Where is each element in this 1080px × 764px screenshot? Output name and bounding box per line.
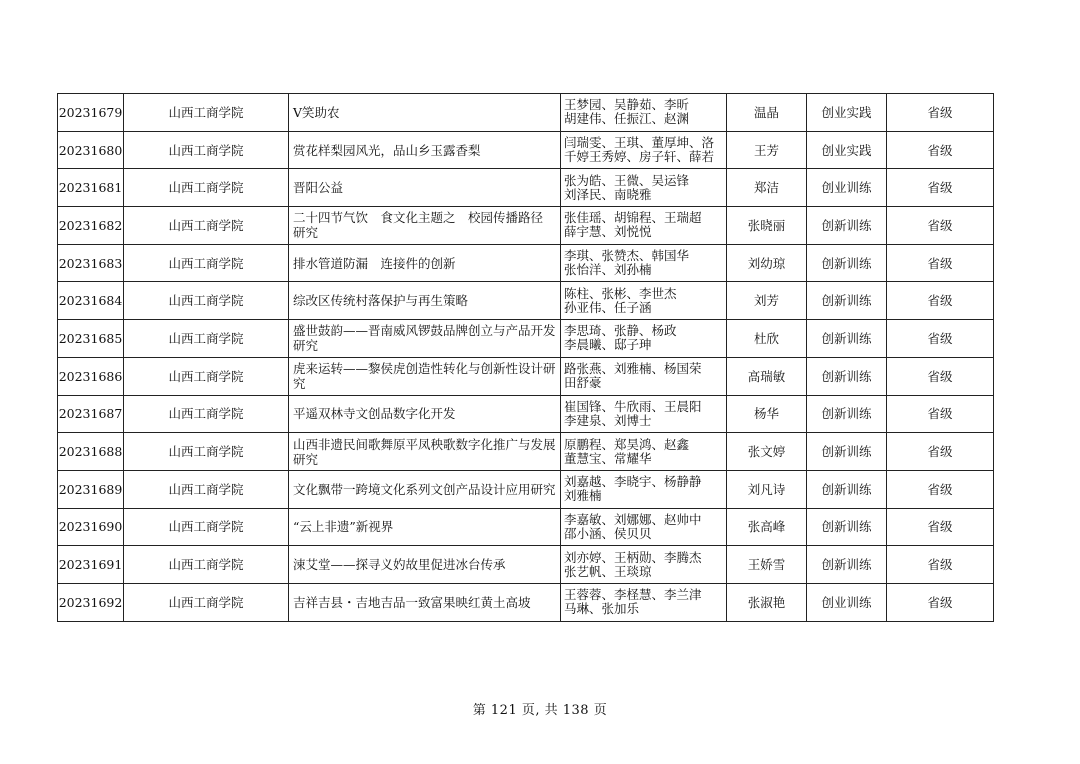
project-name-cell: V笑助农	[289, 94, 561, 132]
school-cell: 山西工商学院	[124, 207, 289, 245]
member-line: 李嘉敏、刘娜娜、赵帅中	[564, 511, 702, 527]
school-cell: 山西工商学院	[124, 395, 289, 433]
member-line: 原鹏程、郑昊鸿、赵鑫	[564, 436, 690, 452]
project-id-cell: 20231683	[58, 244, 124, 282]
project-type-cell: 创业训练	[807, 583, 887, 621]
advisor-cell: 杜欣	[727, 320, 807, 358]
members-cell	[561, 433, 727, 471]
member-line: 陈柱、张彬、李世杰	[564, 285, 677, 301]
member-line: 崔国锋、牛欣雨、王晨阳	[564, 398, 702, 414]
member-line: 孙亚伟、任子涵	[564, 299, 652, 315]
project-name-cell: 赏花样梨园风光，品山乡玉露香梨	[289, 131, 561, 169]
table-row	[58, 282, 994, 320]
project-name-cell: 二十四节气饮 食文化主题之 校园传播路径 研究	[289, 207, 561, 245]
project-level-cell: 省级	[887, 508, 994, 546]
members-cell	[561, 395, 727, 433]
project-name-cell: “云上非遗”新视界	[289, 508, 561, 546]
advisor-cell: 刘凡诗	[727, 470, 807, 508]
advisor-cell: 王芳	[727, 131, 807, 169]
project-level-cell: 省级	[887, 470, 994, 508]
member-line: 李晨曦、邸子珅	[564, 337, 652, 353]
member-line: 闫瑞雯、王琪、董厚坤、洛	[564, 135, 715, 151]
members-cell	[561, 131, 727, 169]
school-cell: 山西工商学院	[124, 546, 289, 584]
table-row	[58, 470, 994, 508]
members-cell	[561, 207, 727, 245]
project-type-cell: 创新训练	[807, 433, 887, 471]
project-id-cell: 20231690	[58, 508, 124, 546]
table-row	[58, 583, 994, 621]
project-level-cell: 省级	[887, 169, 994, 207]
advisor-cell: 高瑞敏	[727, 357, 807, 395]
member-line: 邵小涵、侯贝贝	[564, 525, 652, 541]
member-line: 董慧宝、常耀华	[564, 450, 652, 466]
project-id-cell: 20231681	[58, 169, 124, 207]
project-type-cell: 创业训练	[807, 169, 887, 207]
project-type-cell: 创新训练	[807, 508, 887, 546]
project-id-cell: 20231689	[58, 470, 124, 508]
school-cell: 山西工商学院	[124, 244, 289, 282]
table-row	[58, 244, 994, 282]
table-row	[58, 169, 994, 207]
project-level-cell: 省级	[887, 583, 994, 621]
project-level-cell: 省级	[887, 546, 994, 584]
project-id-cell: 20231687	[58, 395, 124, 433]
project-type-cell: 创新训练	[807, 357, 887, 395]
project-name-cell: 晋阳公益	[289, 169, 561, 207]
project-type-cell: 创新训练	[807, 207, 887, 245]
project-name-cell: 盛世鼓韵——晋南威风锣鼓品牌创立与产品开发研究	[289, 320, 561, 358]
project-name-cell: 山西非遗民间歌舞原平凤秧歌数字化推广与发展研究	[289, 433, 561, 471]
project-level-cell: 省级	[887, 207, 994, 245]
project-level-cell: 省级	[887, 282, 994, 320]
members-cell	[561, 546, 727, 584]
member-line: 薛宇慧、刘悦悦	[564, 224, 652, 240]
member-line: 张佳瑶、胡锦程、王瑞超	[564, 210, 702, 226]
project-level-cell: 省级	[887, 395, 994, 433]
project-name-cell: 吉祥吉县・吉地吉品一致富果映红黄土高坡	[289, 583, 561, 621]
project-type-cell: 创新训练	[807, 320, 887, 358]
member-line: 王蓉蓉、李柽慧、李兰津	[564, 587, 702, 603]
members-cell	[561, 583, 727, 621]
members-cell	[561, 282, 727, 320]
project-id-cell: 20231692	[58, 583, 124, 621]
member-line: 刘泽民、南晓雅	[564, 186, 652, 202]
member-line: 张为皓、王微、吴运锋	[564, 172, 690, 188]
table-row	[58, 207, 994, 245]
project-type-cell: 创新训练	[807, 395, 887, 433]
advisor-cell: 王娇雪	[727, 546, 807, 584]
member-line: 马琳、张加乐	[564, 601, 640, 617]
project-type-cell: 创新训练	[807, 470, 887, 508]
member-line: 李琪、张赞杰、韩国华	[564, 248, 690, 264]
project-type-cell: 创新训练	[807, 282, 887, 320]
member-line: 路张燕、刘雅楠、杨国荣	[564, 361, 702, 377]
table-row	[58, 94, 994, 132]
advisor-cell: 张淑艳	[727, 583, 807, 621]
project-id-cell: 20231684	[58, 282, 124, 320]
project-name-cell: 涑艾堂——探寻义妁故里促进冰台传承	[289, 546, 561, 584]
project-level-cell: 省级	[887, 131, 994, 169]
school-cell: 山西工商学院	[124, 470, 289, 508]
school-cell: 山西工商学院	[124, 282, 289, 320]
project-id-cell: 20231685	[58, 320, 124, 358]
members-cell	[561, 320, 727, 358]
advisor-cell: 张晓丽	[727, 207, 807, 245]
table-row	[58, 320, 994, 358]
school-cell: 山西工商学院	[124, 320, 289, 358]
member-line: 胡建伟、任振江、赵渊	[564, 111, 690, 127]
advisor-cell: 刘芳	[727, 282, 807, 320]
advisor-cell: 温晶	[727, 94, 807, 132]
school-cell: 山西工商学院	[124, 131, 289, 169]
school-cell: 山西工商学院	[124, 169, 289, 207]
member-line: 刘亦婷、王柄勋、李腾杰	[564, 549, 702, 565]
table-row	[58, 395, 994, 433]
project-type-cell: 创新训练	[807, 546, 887, 584]
project-name-cell: 文化飘带一跨境文化系列文创产品设计应用研究	[289, 470, 561, 508]
advisor-cell: 杨华	[727, 395, 807, 433]
project-id-cell: 20231688	[58, 433, 124, 471]
school-cell: 山西工商学院	[124, 433, 289, 471]
table-row	[58, 433, 994, 471]
project-id-cell: 20231682	[58, 207, 124, 245]
member-line: 刘嘉越、李晓宇、杨静静	[564, 474, 702, 490]
project-name-cell: 综改区传统村落保护与再生策略	[289, 282, 561, 320]
members-cell	[561, 470, 727, 508]
project-id-cell: 20231691	[58, 546, 124, 584]
school-cell: 山西工商学院	[124, 94, 289, 132]
project-level-cell: 省级	[887, 244, 994, 282]
project-name-cell: 排水管道防漏 连接件的创新	[289, 244, 561, 282]
project-level-cell: 省级	[887, 433, 994, 471]
projects-table-body	[58, 94, 994, 622]
members-cell	[561, 169, 727, 207]
members-cell	[561, 244, 727, 282]
member-line: 千婷王秀婷、房子轩、薛若	[564, 149, 715, 165]
members-cell	[561, 508, 727, 546]
school-cell: 山西工商学院	[124, 583, 289, 621]
advisor-cell: 张文婷	[727, 433, 807, 471]
projects-table	[57, 93, 994, 622]
project-name-cell: 虎来运转——黎侯虎创造性转化与创新性设计研究	[289, 357, 561, 395]
member-line: 刘雅楠	[564, 488, 602, 504]
members-cell	[561, 357, 727, 395]
project-id-cell: 20231679	[58, 94, 124, 132]
table-row	[58, 508, 994, 546]
table-row	[58, 546, 994, 584]
project-type-cell: 创业实践	[807, 94, 887, 132]
member-line: 田舒豪	[564, 375, 602, 391]
project-level-cell: 省级	[887, 357, 994, 395]
project-level-cell: 省级	[887, 94, 994, 132]
advisor-cell: 张高峰	[727, 508, 807, 546]
school-cell: 山西工商学院	[124, 508, 289, 546]
project-type-cell: 创新训练	[807, 244, 887, 282]
member-line: 王梦园、吴静茹、李昕	[564, 97, 690, 113]
project-name-cell: 平遥双林寺文创品数字化开发	[289, 395, 561, 433]
project-level-cell: 省级	[887, 320, 994, 358]
table-row	[58, 131, 994, 169]
project-id-cell: 20231680	[58, 131, 124, 169]
advisor-cell: 郑洁	[727, 169, 807, 207]
project-type-cell: 创业实践	[807, 131, 887, 169]
school-cell: 山西工商学院	[124, 357, 289, 395]
member-line: 李思琦、张静、杨政	[564, 323, 677, 339]
table-row	[58, 357, 994, 395]
page-number-footer: 第 121 页, 共 138 页	[472, 703, 608, 718]
members-cell	[561, 94, 727, 132]
member-line: 张怡洋、刘孙楠	[564, 262, 652, 278]
member-line: 李建泉、刘博士	[564, 412, 652, 428]
project-id-cell: 20231686	[58, 357, 124, 395]
member-line: 张艺帆、王琰琼	[564, 563, 652, 579]
advisor-cell: 刘幼琼	[727, 244, 807, 282]
